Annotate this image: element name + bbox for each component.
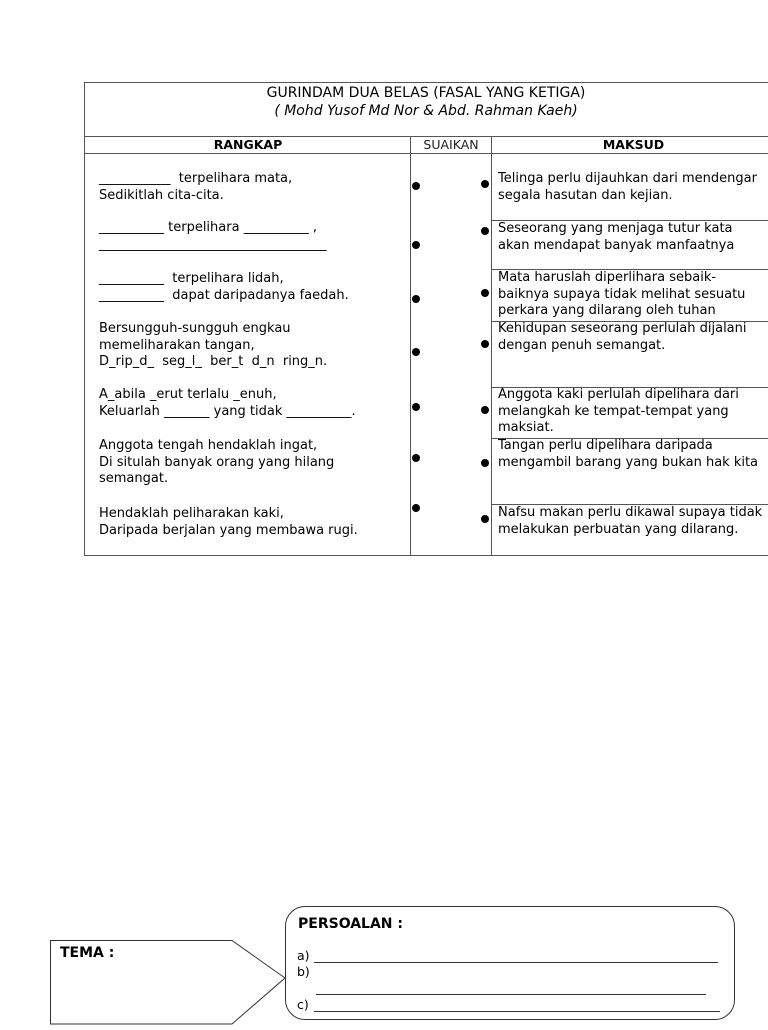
match-dot-right[interactable] [481, 227, 489, 235]
tema-label: TEMA : [60, 945, 115, 961]
maksud-item: Seseorang yang menjaga tutur kata akan mendapat banyak manfaatnya [498, 221, 735, 253]
maksud-item: Tangan perlu dipelihara daripada mengambil barang yang bukan hak kita [498, 438, 759, 470]
rangkap-item: __________ terpelihara lidah, __________ dapat daripadanya faedah. [99, 271, 349, 303]
match-dot-right[interactable] [481, 515, 489, 523]
maksud-item: Kehidupan seseorang perlulah dijalani dengan penuh semangat. [498, 321, 747, 353]
persoalan-b-answer-line[interactable] [316, 994, 706, 995]
persoalan-a-answer-line[interactable] [314, 962, 718, 963]
column-divider [410, 136, 411, 556]
maksud-item: Anggota kaki perlulah dipelihara dari melangkah ke tempat-tempat yang maksiat. [498, 387, 739, 435]
title-block [85, 83, 768, 136]
divider [85, 153, 768, 154]
header-suaikan: SUAIKAN [423, 137, 479, 152]
persoalan-label: PERSOALAN : [298, 916, 403, 932]
match-dot-left[interactable] [412, 454, 420, 462]
column-divider [491, 136, 492, 556]
maksud-item: Nafsu makan perlu dikawal supaya tidak melakukan perbuatan yang dilarang. [498, 505, 763, 537]
match-dot-left[interactable] [412, 348, 420, 356]
maksud-item: Telinga perlu dijauhkan dari mendengar segala hasutan dan kejian. [498, 171, 757, 203]
rangkap-item: ___________ terpelihara mata, Sedikitlah cita-cita. [99, 171, 293, 203]
match-dot-left[interactable] [412, 182, 420, 190]
persoalan-b-label: b) [297, 964, 310, 979]
gurindam-worksheet-table [84, 82, 768, 556]
match-dot-left[interactable] [412, 295, 420, 303]
persoalan-box [285, 906, 735, 1020]
header-maksud: MAKSUD [602, 137, 665, 152]
worksheet-authors: ( Mohd Yusof Md Nor & Abd. Rahman Kaeh) [274, 103, 578, 119]
tema-box [50, 940, 290, 1030]
rangkap-item: Hendaklah peliharakan kaki, Daripada berjalan yang membawa rugi. [99, 506, 358, 538]
match-dot-left[interactable] [412, 504, 420, 512]
match-dot-left[interactable] [412, 241, 420, 249]
maksud-item: Mata haruslah diperlihara sebaik- baiknya supaya tidak melihat sesuatu perkara yang dilarang oleh tuhan [498, 270, 746, 318]
match-dot-right[interactable] [481, 459, 489, 467]
match-dot-right[interactable] [481, 340, 489, 348]
worksheet-title: GURINDAM DUA BELAS (FASAL YANG KETIGA) [266, 85, 586, 101]
persoalan-c-label: c) [297, 997, 309, 1012]
persoalan-a-label: a) [297, 948, 310, 963]
rangkap-item: Anggota tengah hendaklah ingat, Di situlah banyak orang yang hilang semangat. [99, 438, 335, 486]
rangkap-item: Bersungguh-sungguh engkau memeliharakan tangan, D_rip_d_ seg_l_ ber_t d_n ring_n. [99, 321, 328, 369]
rangkap-item: __________ terpelihara __________ , ___________________________________ [99, 220, 327, 252]
rangkap-item: A_abila _erut terlalu _enuh, Keluarlah _______ yang tidak __________. [99, 387, 356, 419]
persoalan-c-answer-line[interactable] [314, 1011, 720, 1012]
match-dot-right[interactable] [481, 406, 489, 414]
match-dot-left[interactable] [412, 403, 420, 411]
header-rangkap: RANGKAP [213, 137, 283, 152]
match-dot-right[interactable] [481, 289, 489, 297]
match-dot-right[interactable] [481, 180, 489, 188]
